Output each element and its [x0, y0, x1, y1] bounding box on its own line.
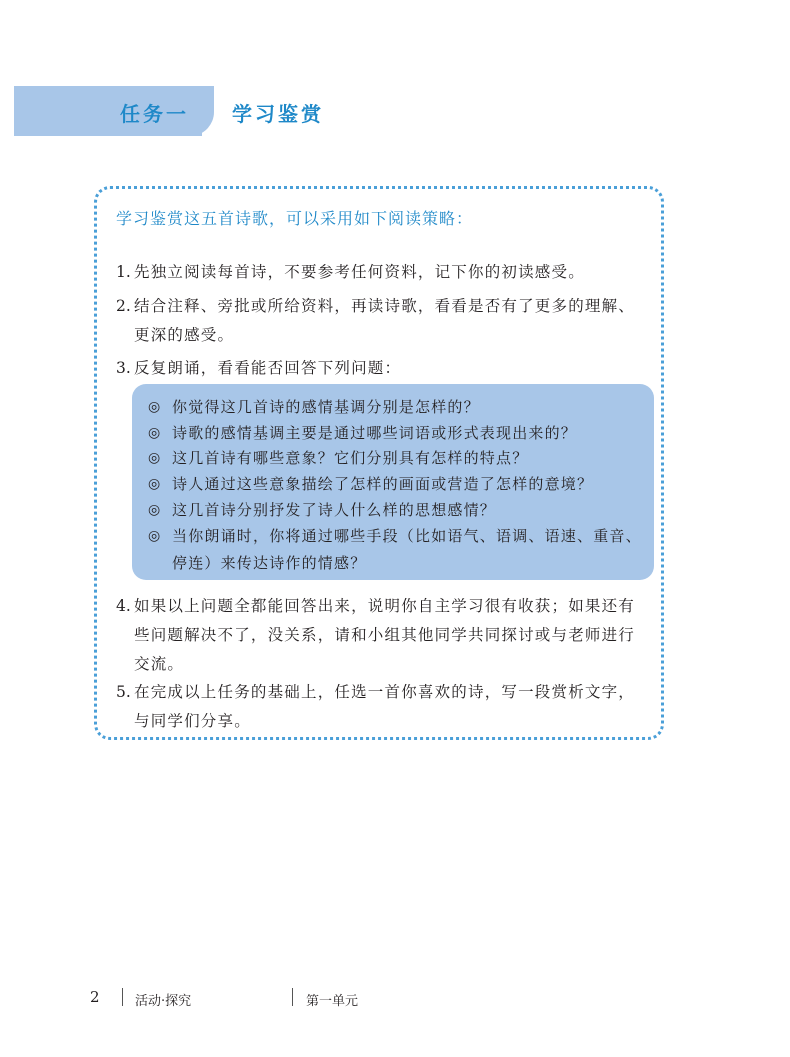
- question-item: [148, 445, 648, 472]
- question-text: 这几首诗有哪些意象？它们分别具有怎样的特点？: [172, 449, 529, 467]
- question-text: 诗歌的感情基调主要是通过哪些词语或形式表现出来的？: [172, 424, 578, 442]
- footer-section: 活动·探究: [135, 994, 192, 1009]
- strategy-item-1: [116, 258, 648, 287]
- strategy-item-2: [116, 292, 648, 350]
- item-number: 4.: [116, 597, 131, 615]
- task-label: 任务一: [120, 102, 189, 126]
- strategy-intro: 学习鉴赏这五首诗歌，可以采用如下阅读策略：: [116, 209, 474, 228]
- bullet-icon: ◎: [148, 502, 161, 518]
- bullet-icon: ◎: [148, 425, 161, 441]
- footer-divider: [292, 988, 293, 1006]
- footer-unit: 第一单元: [306, 994, 359, 1009]
- item-number: 5.: [116, 683, 131, 701]
- bullet-icon: ◎: [148, 528, 161, 544]
- footer-divider: [122, 988, 123, 1006]
- item-number: 1.: [116, 263, 131, 281]
- item-text: 先独立阅读每首诗，不要参考任何资料，记下你的初读感受。: [134, 263, 585, 281]
- question-item: [148, 471, 648, 498]
- question-item: [148, 420, 648, 447]
- question-item: [148, 394, 648, 421]
- item-number: 3.: [116, 359, 131, 377]
- question-item: [148, 523, 648, 577]
- question-item: [148, 497, 648, 524]
- question-text: 这几首诗分别抒发了诗人什么样的思想感情？: [172, 501, 497, 519]
- bullet-icon: ◎: [148, 399, 161, 415]
- task-banner-curve: [190, 86, 214, 136]
- item-number: 2.: [116, 297, 131, 315]
- page-number: 2: [90, 988, 100, 1006]
- bullet-icon: ◎: [148, 476, 161, 492]
- question-text: 你觉得这几首诗的感情基调分别是怎样的？: [172, 398, 480, 416]
- question-text: 诗人通过这些意象描绘了怎样的画面或营造了怎样的意境？: [172, 475, 594, 493]
- strategy-item-4: [116, 592, 648, 679]
- item-text: 反复朗诵，看看能否回答下列问题：: [134, 359, 402, 377]
- strategy-item-3: [116, 354, 648, 383]
- strategy-item-5: [116, 678, 648, 736]
- bullet-icon: ◎: [148, 450, 161, 466]
- item-text: 在完成以上任务的基础上，任选一首你喜欢的诗，写一段赏析文字，与同学们分享。: [134, 683, 636, 730]
- item-text: 如果以上问题全都能回答出来，说明你自主学习很有收获；如果还有些问题解决不了，没关系，请和小组其他同学共同探讨或与老师进行交流。: [134, 597, 636, 673]
- task-title: 学习鉴赏: [232, 102, 324, 126]
- item-text: 结合注释、旁批或所给资料，再读诗歌，看看是否有了更多的理解、更深的感受。: [134, 297, 636, 344]
- question-text: 当你朗诵时，你将通过哪些手段（比如语气、语调、语速、重音、停连）来传达诗作的情感？: [172, 527, 642, 572]
